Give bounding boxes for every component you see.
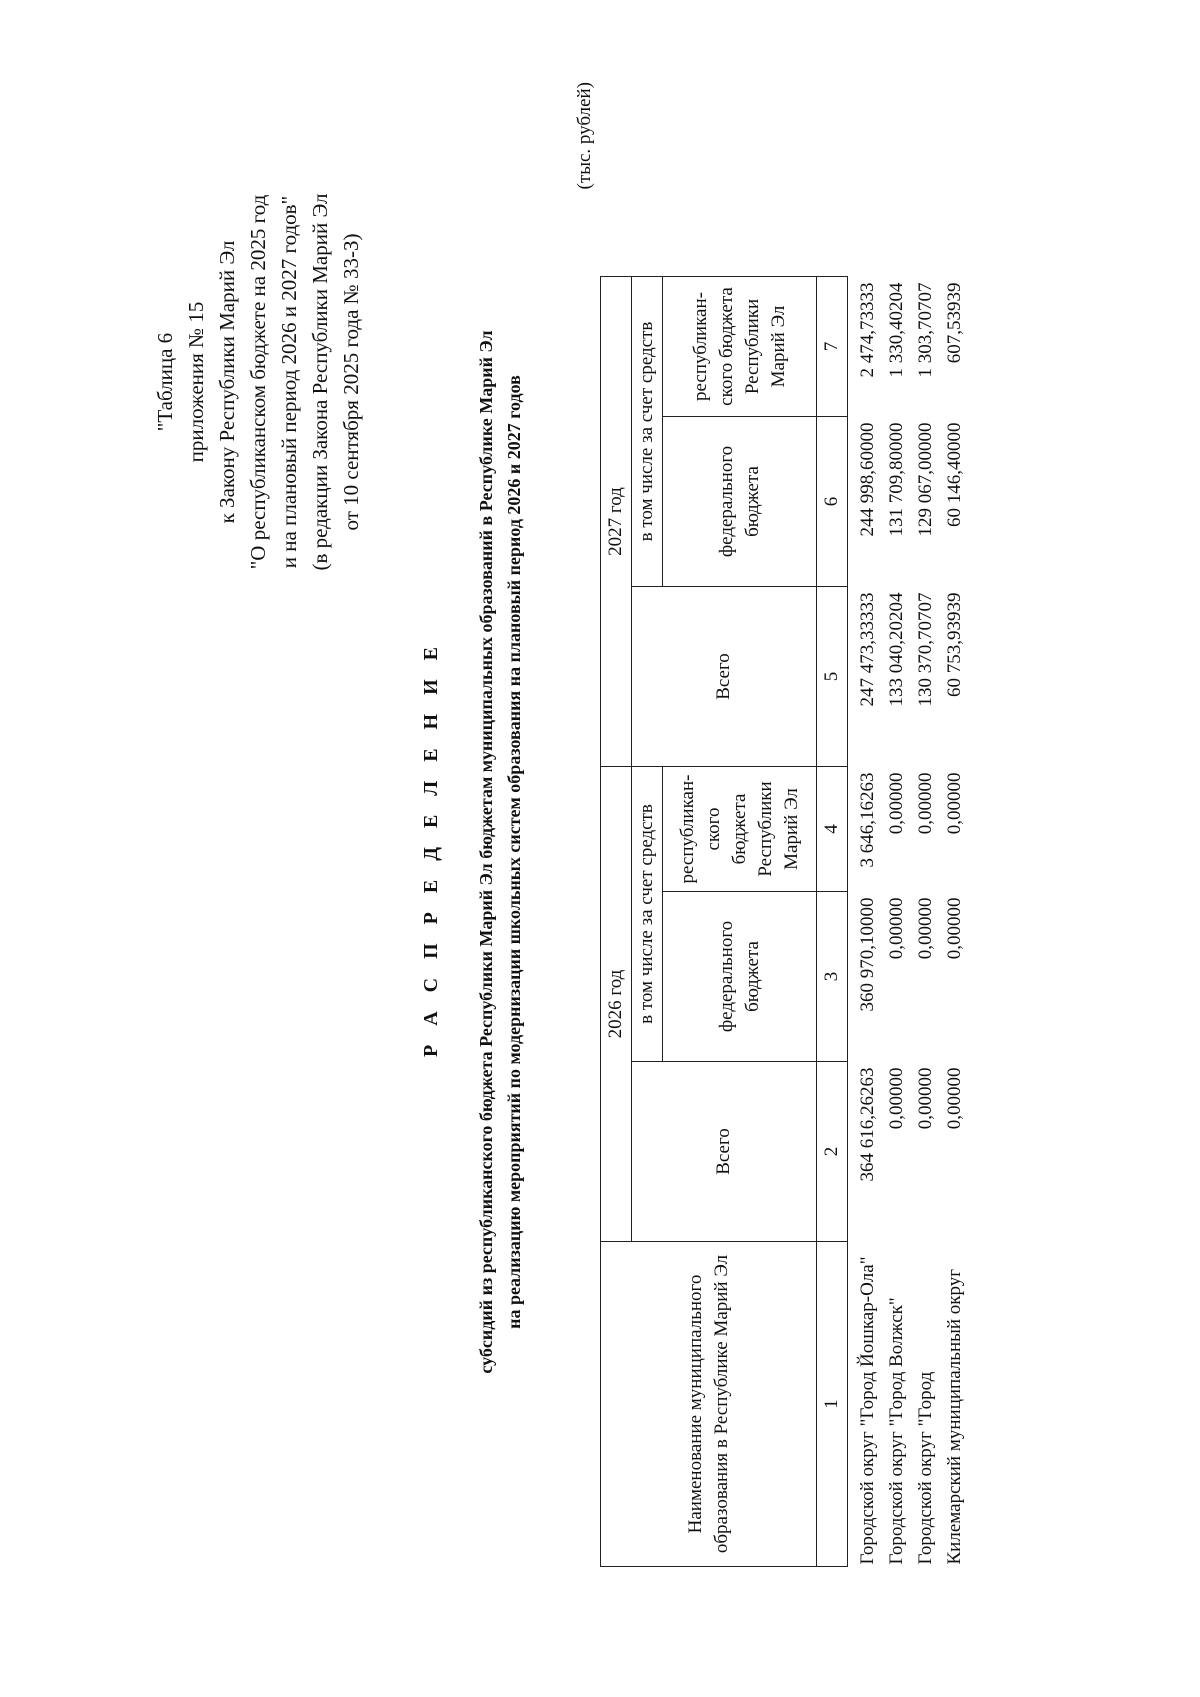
document-title: Р А С П Р Е Д Е Л Е Н И Е: [420, 640, 442, 1058]
header-line: "Таблица 6: [153, 332, 177, 432]
total-2026-cell: 0,00000: [943, 1067, 965, 1130]
header-including-2027: в том числе за счет средств: [632, 277, 663, 587]
column-number: 5: [817, 587, 848, 767]
federal-2027-cell: 244 998,60000: [856, 422, 878, 537]
subsidy-distribution-table: [600, 276, 969, 1567]
column-number: 3: [817, 892, 848, 1062]
municipality-name: Килемарский муниципальный округ: [943, 1268, 965, 1565]
total-2027-cell: 247 473,33333: [856, 592, 878, 707]
total-2027-cell: 60 753,93939: [943, 592, 965, 697]
document-subtitle: [472, 187, 528, 1517]
table-row: [911, 277, 940, 1567]
federal-2026-cell: 360 970,10000: [856, 897, 878, 1012]
column-number: 6: [817, 417, 848, 587]
total-2026-cell: 364 616,26263: [856, 1067, 878, 1182]
header-line: от 10 сентября 2025 года № 33-З): [339, 233, 363, 531]
subtitle-line: на реализацию мероприятий по модернизации школьных систем образования на плановый период 2026 и 2027 годов: [504, 375, 524, 1329]
header-federal-2026: федерального бюджета: [663, 892, 817, 1062]
header-total-2026: Всего: [632, 1062, 817, 1242]
header-line: "О республиканском бюджете на 2025 год: [246, 194, 270, 570]
table-row: [848, 277, 883, 1567]
federal-2027-cell: 129 067,00000: [914, 422, 936, 537]
federal-2027-cell: 131 709,80000: [885, 422, 907, 537]
header-line: приложения № 15: [184, 301, 208, 463]
header-including-2026: в том числе за счет средств: [632, 767, 663, 1062]
total-2027-cell: 133 040,20204: [885, 592, 907, 707]
republican-2027-cell: 2 474,73333: [856, 282, 878, 378]
republican-2026-cell: 0,00000: [943, 772, 965, 835]
column-number: 7: [817, 277, 848, 417]
republican-2027-cell: 607,53939: [943, 282, 965, 364]
header-line: (в редакции Закона Республики Марий Эл: [308, 193, 332, 571]
republican-2026-cell: 0,00000: [914, 772, 936, 835]
header-line: и на плановый период 2026 и 2027 годов": [277, 195, 301, 569]
header-total-2027: Всего: [632, 587, 817, 767]
federal-2026-cell: 0,00000: [914, 897, 936, 960]
header-federal-2027: федерального бюджета: [663, 417, 817, 587]
header-year-2026: 2026 год: [601, 767, 632, 1242]
federal-2026-cell: 0,00000: [885, 897, 907, 960]
header-year-2027: 2027 год: [601, 277, 632, 767]
column-number: 2: [817, 1062, 848, 1242]
municipality-name: Городской округ "Город Волжск": [885, 1297, 907, 1565]
federal-2026-cell: 0,00000: [943, 897, 965, 960]
municipality-name: Городской округ "Город Йошкар-Ола": [856, 1256, 878, 1565]
table-row: [882, 277, 911, 1567]
total-2026-cell: 0,00000: [885, 1067, 907, 1130]
column-number: 1: [817, 1242, 848, 1567]
column-number: 4: [817, 767, 848, 892]
table-appendix-header: [150, 152, 367, 612]
republican-2026-cell: 3 646,16263: [856, 772, 878, 868]
republican-2027-cell: 1 330,40204: [885, 282, 907, 378]
header-republican-2027: республикан-ского бюджета Республики Марий Эл: [663, 277, 817, 417]
total-2026-cell: 0,00000: [914, 1067, 936, 1130]
header-municipality: Наименование муниципального образования в Республике Марий Эл: [601, 1242, 817, 1567]
table-row: [940, 277, 969, 1567]
republican-2027-cell: 1 303,70707: [914, 282, 936, 378]
municipality-name: Городской округ "Город: [914, 1371, 936, 1565]
republican-2026-cell: 0,00000: [885, 772, 907, 835]
total-2027-cell: 130 370,70707: [914, 592, 936, 707]
units-label: (тыс. рублей): [574, 82, 595, 190]
header-line: к Закону Республики Марий Эл: [215, 240, 239, 524]
subtitle-line: субсидий из республиканского бюджета Республики Марий Эл бюджетам муниципальных образований в Республике Марий Эл: [476, 330, 496, 1374]
header-republican-2026: республикан-ского бюджета Республики Марий Эл: [663, 767, 817, 892]
federal-2027-cell: 60 146,40000: [943, 422, 965, 527]
